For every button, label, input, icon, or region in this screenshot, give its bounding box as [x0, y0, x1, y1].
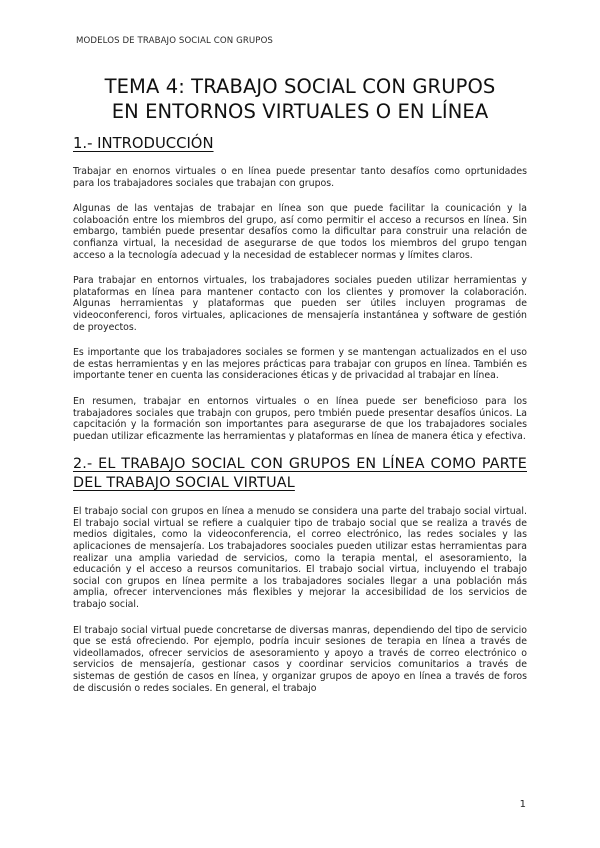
section-2-heading: 2.- EL TRABAJO SOCIAL CON GRUPOS EN LÍNEA COMO PARTE DEL TRABAJO SOCIAL VIRTUAL — [73, 456, 527, 492]
section-1-heading: 1.- INTRODUCCIÓN — [73, 135, 214, 152]
section-1-paragraph-4: Es importante que los trabajadores sociales se formen y se mantengan actualizados en el uso de estas herramientas y en las mejores prácticas para trabajar con grupos en línea. También es importante tener en cuenta las consideraciones éticas y de privacidad al trabajar en línea. — [73, 347, 527, 382]
running-header: MODELOS DE TRABAJO SOCIAL CON GRUPOS — [76, 36, 273, 46]
page-number: 1 — [519, 799, 526, 810]
section-1-paragraph-5: En resumen, trabajar en entornos virtuales o en línea puede ser beneficioso para los trabajadores sociales que trabajn con grupos, pero tmbién puede presentar desafíos únicos. La capcitación y la formación son importantes para asegurarse de que los trabajadores sociales puedan utilizar eficazmente las herramientas y plataformas en línea de manera ética y efectiva. — [73, 395, 527, 442]
page-content — [73, 74, 527, 694]
title-line-2: EN ENTORNOS VIRTUALES O EN LÍNEA — [111, 100, 489, 123]
section-1-paragraph-1: Trabajar en enornos virtuales o en línea puede presentar tanto desafíos como oprtunidades para los trabajadores sociales que trabajan con grupos. — [73, 166, 527, 189]
section-2-paragraph-2: El trabajo social virtual puede concretarse de diversas manras, dependiendo del tipo de servicio que se está ofreciendo. Por ejemplo, podría incuir sesiones de terapia en línea a través de videollamados, ofrecer servicios de asesoramiento y apoyo a través de correo electrónico o servicios de mensajería, gestionar casos y coordinar servicios comunitarios a través de sistemas de gestión de casos en línea, y organizar grupos de apoyo en línea a través de foros de discusión o redes sociales. En general, el trabajo — [73, 624, 527, 694]
section-2-paragraph-1: El trabajo social con grupos en línea a menudo se considera una parte del trabajo social virtual. El trabajo social virtual se refiere a cualquier tipo de trabajo social que se realiza a través de medios digitales, como la videoconferencia, el correo electrónico, las redes sociales y las aplicaciones de mensajería. Los trabajadores soociales pueden utilizar estas herramientas para realizar una amplia variedad de servicios, como la terapia mental, el asesoramiento, la educación y el acceso a reursos comunitarios. El trabajo social virtua, incluyendo el trabajo social con grupos en línea permite a los trabajadores sociales llegar a una población más amplia, ofrecer intervenciones más flexibles y mejorar la accesibilidad de los servicios de trabajo social. — [73, 506, 527, 611]
section-1-paragraph-2: Algunas de las ventajas de trabajar en línea son que puede facilitar la counicación y la colaboación entre los miembros del grupo, así como permitir el acceso a recursos en línea. Sin embargo, también puede presentar desafíos como la dificultar para construir una relación de confianza virtual, la necesidad de asegurarse de que todos los miembros del grupo tengan acceso a la tecnología adecuad y la necesidad de establecer normas y límites claros. — [73, 203, 527, 261]
document-title — [73, 74, 527, 124]
section-1-paragraph-3: Para trabajar en entornos virtuales, los trabajadores sociales pueden utilizar herramientas y plataformas en línea para mantener contacto con los clientes y promover la colaboración. Algunas herramientas y plataformas que pueden ser útiles incluyen programas de videoconferenci, foros virtuales, aplicaciones de mensajería instantánea y software de gestión de proyectos. — [73, 275, 527, 333]
title-line-1: TEMA 4: TRABAJO SOCIAL CON GRUPOS — [104, 75, 496, 98]
